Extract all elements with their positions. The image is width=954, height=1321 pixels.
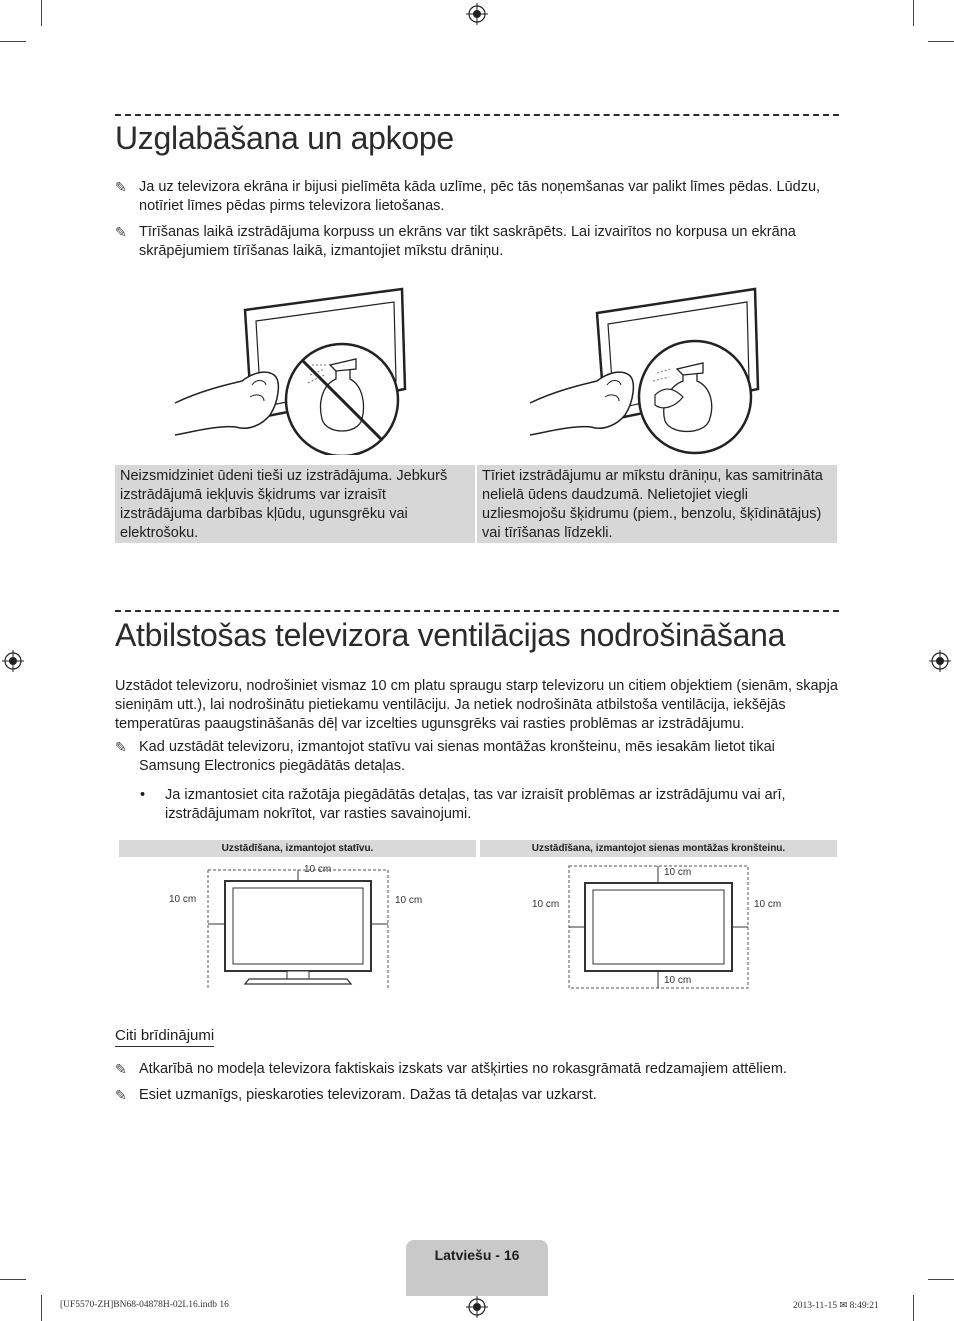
note-text: Atkarībā no modeļa televizora faktiskais izskats var atšķirties no rokasgrāmatā redzamajiem attēliem. <box>139 1061 787 1077</box>
gap-label-right: 10 cm <box>754 899 782 910</box>
pencil-note-icon: ✎ <box>115 224 127 240</box>
diagram-header-stand: Uzstādīšana, izmantojot statīvu. <box>119 840 476 857</box>
caption-soft-cloth: Tīriet izstrādājumu ar mīkstu drāniņu, kas samitrināta nelielā ūdens daudzumā. Nelietojiet viegli uzliesmojošu šķidrumu (piem., benzolu, šķīdinātājus) vai tīrīšanas līdzekli. <box>477 465 837 543</box>
registration-mark-icon <box>2 650 24 672</box>
page-number-tab <box>406 1240 548 1296</box>
gap-label-right: 10 cm <box>395 895 423 906</box>
note-item <box>115 1060 840 1079</box>
page-number: Latviešu - 16 <box>434 1247 520 1263</box>
gap-label-top: 10 cm <box>304 864 332 875</box>
note-item <box>115 738 840 776</box>
section-title-ventilation: Atbilstošas televizora ventilācijas nodrošināšana <box>115 617 786 653</box>
registration-mark-icon <box>466 3 488 25</box>
gap-label-top: 10 cm <box>664 867 692 878</box>
do-not-spray-illustration <box>170 285 410 455</box>
crop-mark <box>913 0 914 26</box>
crop-mark <box>928 41 954 42</box>
section-divider <box>115 610 839 612</box>
note-text: Kad uzstādāt televizoru, izmantojot statīvu vai sienas montāžas kronšteinu, mēs iesakām lietot tikai Samsung Electronics piegādātās detaļas. <box>139 739 775 774</box>
pencil-note-icon: ✎ <box>115 1087 127 1103</box>
file-info: [UF5570-ZH]BN68-04878H-02L16.indb 16 <box>60 1300 229 1310</box>
note-text: Tīrīšanas laikā izstrādājuma korpuss un ekrāns var tikt saskrāpēts. Lai izvairītos no korpusa un ekrāna skrāpējumiem tīrīšanas laikā, izmantojiet mīkstu drāniņu. <box>139 224 796 259</box>
wall-mount-diagram <box>480 858 837 990</box>
gap-label-left: 10 cm <box>532 899 560 910</box>
bullet-text: Ja izmantosiet cita ražotāja piegādātās detaļas, tas var izraisīt problēmas ar izstrādājumu vai arī, izstrādājumam nokrītot, var rasties savainojumi. <box>165 787 786 822</box>
crop-mark <box>41 0 42 26</box>
registration-mark-icon <box>466 1296 488 1318</box>
crop-mark <box>928 1279 954 1280</box>
bullet-dot: • <box>140 787 146 803</box>
stand-installation-diagram <box>119 858 476 990</box>
soft-cloth-illustration <box>525 285 765 455</box>
note-item <box>115 1086 840 1105</box>
section-title-other-warnings: Citi brīdinājumi <box>115 1027 214 1047</box>
note-text: Ja uz televizora ekrāna ir bijusi pielīmēta kāda uzlīme, pēc tās noņemšanas var palikt līmes pēdas. Lūdzu, notīriet līmes pēdas pirms televizora lietošanas. <box>139 179 821 214</box>
ventilation-paragraph: Uzstādot televizoru, nodrošiniet vismaz 10 cm platu spraugu starp televizoru un citiem objektiem (sienām, skapja sieniņām utt.), lai nodrošinātu pietiekamu ventilāciju. Ja netiek nodrošināta atbilstoša ventilācija, iekšējās temperatūras paaugstināšanās dēļ var izcelties ugunsgrēks vai rasties problēmas ar izstrādājumu. <box>115 678 838 732</box>
pencil-note-icon: ✎ <box>115 179 127 195</box>
crop-mark <box>41 1295 42 1321</box>
pencil-note-icon: ✎ <box>115 1061 127 1077</box>
note-item <box>115 223 840 261</box>
pencil-note-icon: ✎ <box>115 739 127 755</box>
print-timestamp: 2013-11-15 ✉ 8:49:21 <box>793 1301 879 1311</box>
section-title-storage: Uzglabāšana un apkope <box>115 120 454 156</box>
caption-do-not-spray: Neizsmidziniet ūdeni tieši uz izstrādājuma. Jebkurš izstrādājumā iekļuvis šķidrums var izraisīt izstrādājuma darbības kļūdu, ugunsgrēku vai elektrošoku. <box>115 465 475 543</box>
bullet-item <box>140 786 840 824</box>
crop-mark <box>913 1295 914 1321</box>
note-text: Esiet uzmanīgs, pieskaroties televizoram. Dažas tā detaļas var uzkarst. <box>139 1087 597 1103</box>
section-divider <box>115 114 839 116</box>
note-item <box>115 178 840 216</box>
gap-label-bottom: 10 cm <box>664 975 692 986</box>
crop-mark <box>0 1279 26 1280</box>
registration-mark-icon <box>929 650 951 672</box>
crop-mark <box>0 41 26 42</box>
diagram-header-wall: Uzstādīšana, izmantojot sienas montāžas kronšteinu. <box>480 840 837 857</box>
gap-label-left: 10 cm <box>169 894 197 905</box>
